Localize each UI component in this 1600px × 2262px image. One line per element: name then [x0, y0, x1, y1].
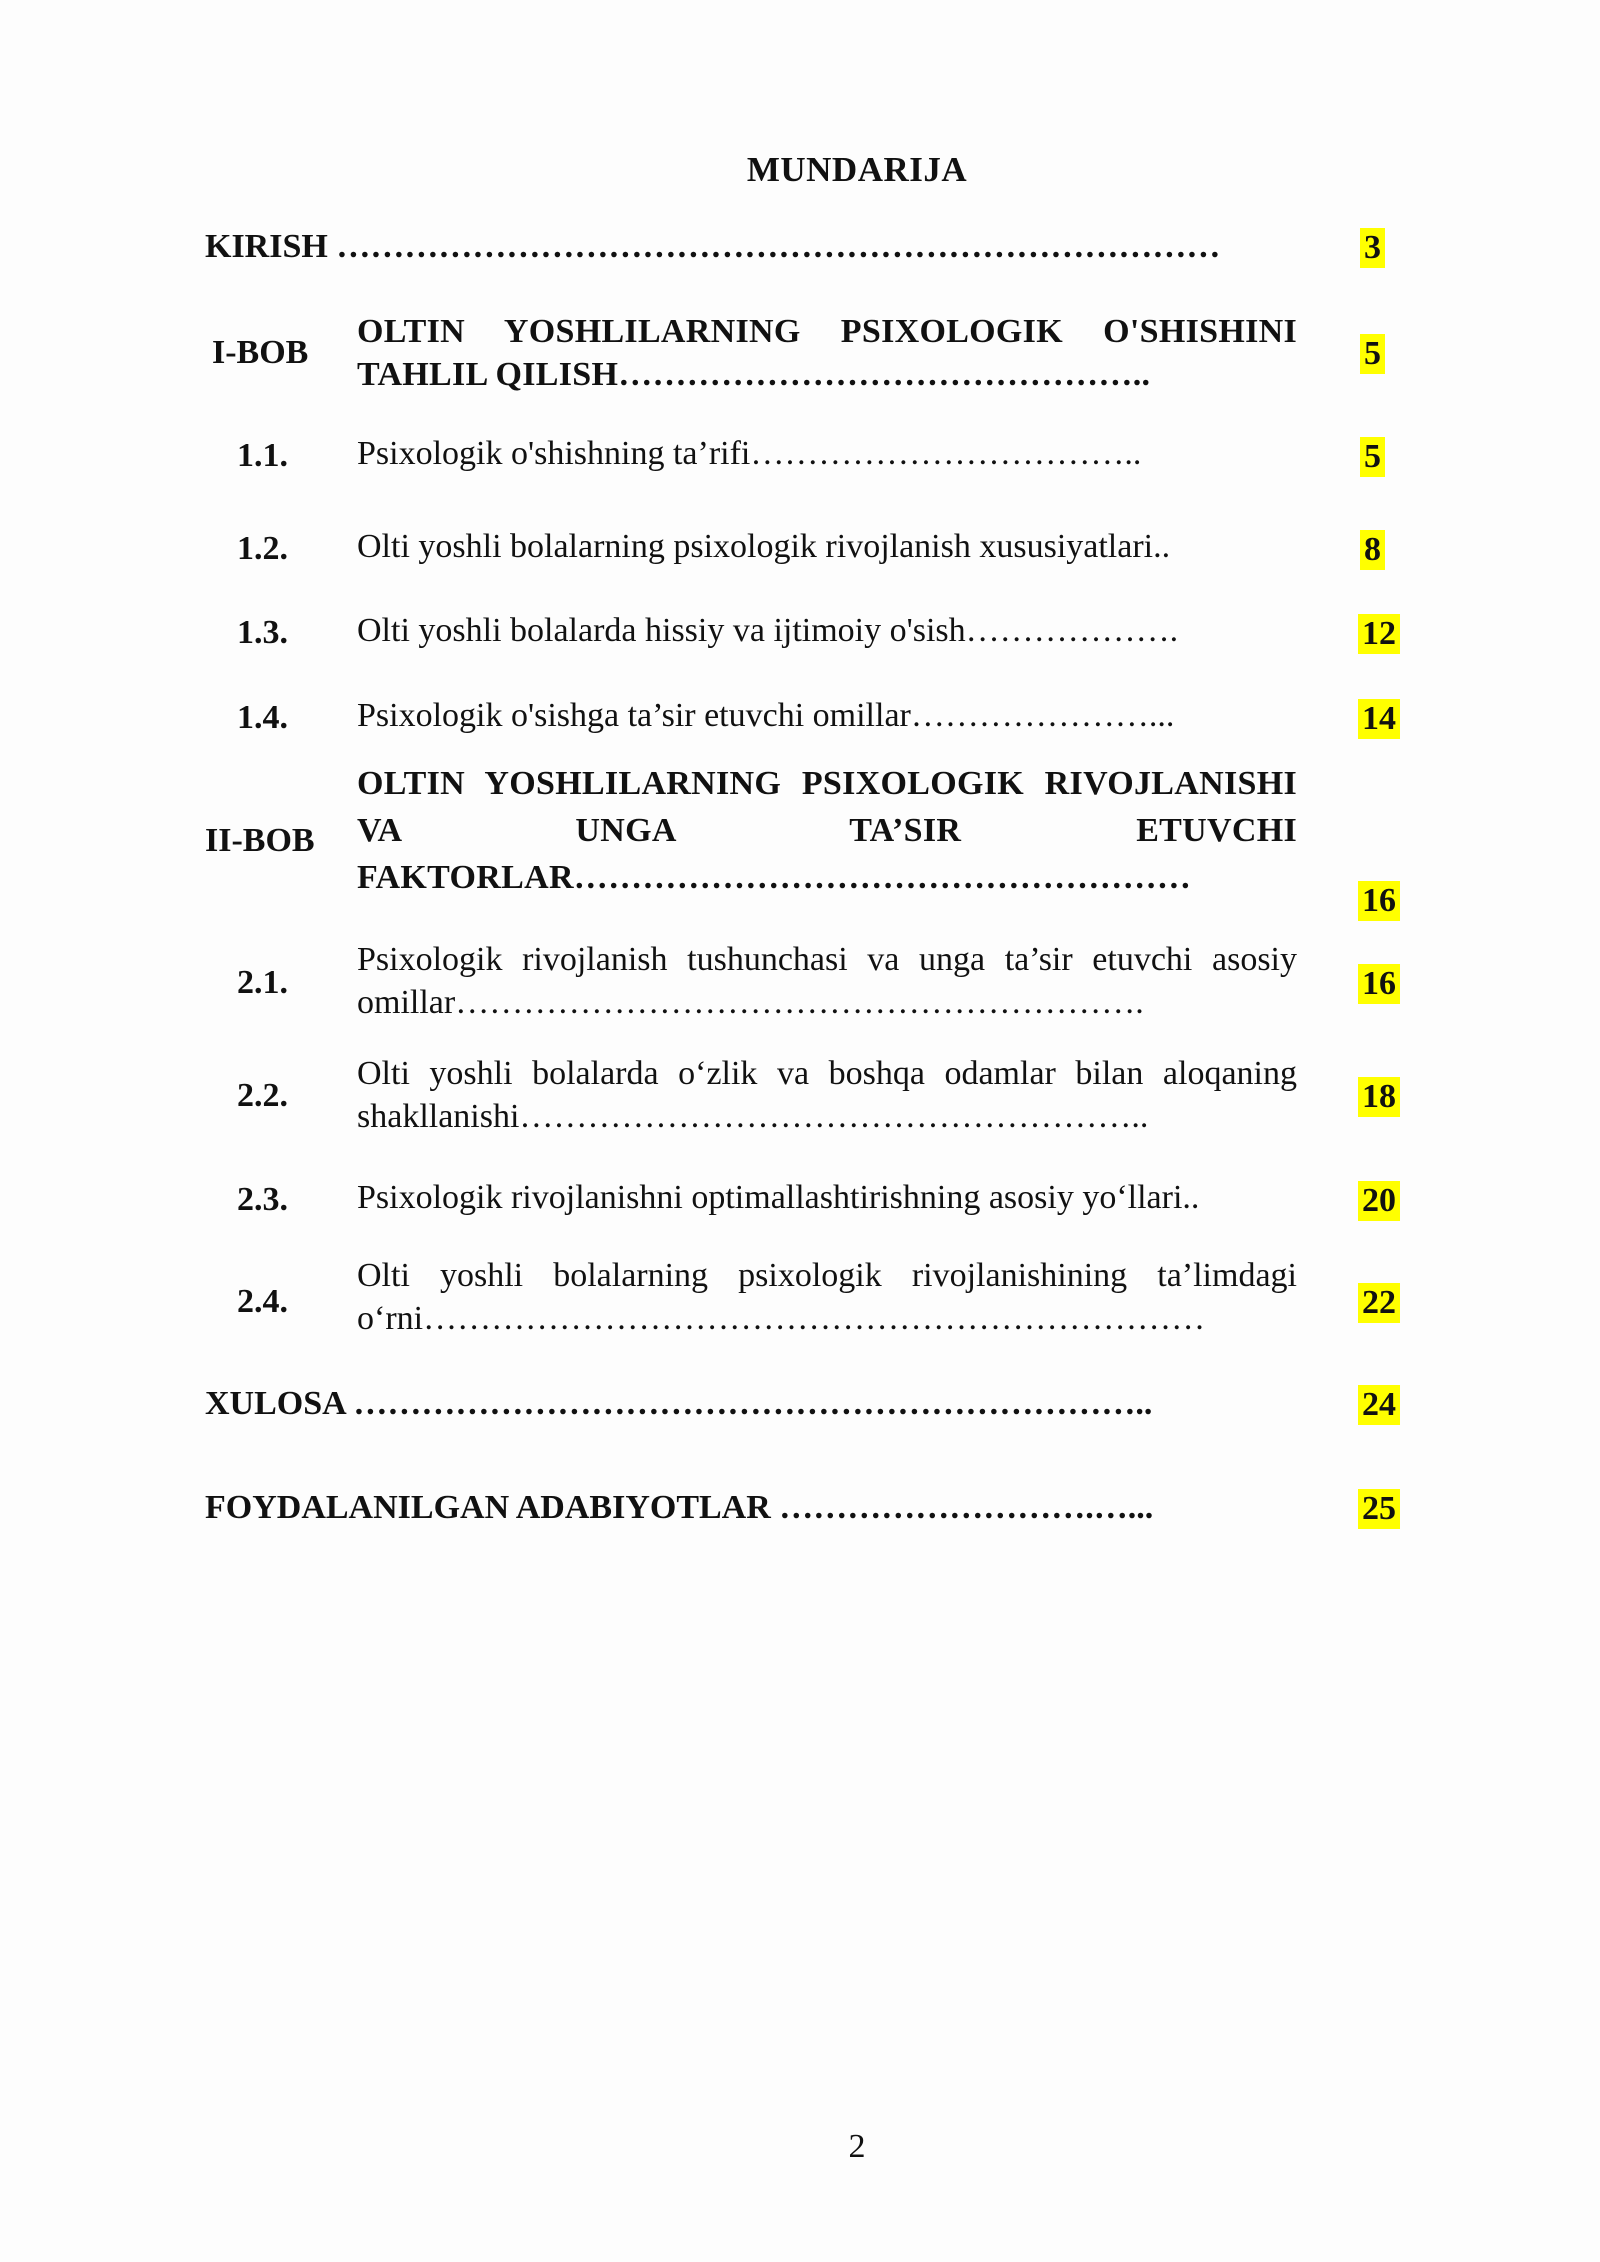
toc-section-number: 1.3.: [237, 614, 288, 651]
toc-section-number: 2.1.: [237, 964, 288, 1001]
toc-entry-conclusion: XULOSA ……………………………………………………………..: [205, 1385, 1153, 1422]
toc-section-title: Psixologik o'shishning ta’rifi……………………………..: [357, 435, 1142, 472]
toc-page-number: 16: [1358, 881, 1400, 921]
toc-page-number: 3: [1360, 228, 1385, 268]
toc-page-number: 12: [1358, 614, 1400, 654]
toc-chapter-title: OLTIN YOSHLILARNING PSIXOLOGIK O'SHISHINI TAHLIL QILISH………………………………………..: [357, 313, 1297, 393]
toc-section-number: 1.1.: [237, 437, 288, 474]
toc-section-number: 1.2.: [237, 530, 288, 567]
toc-section-title: Psixologik rivojlanishni optimallashtirishning asosiy yo‘llari..: [357, 1179, 1200, 1216]
toc-page-number: 25: [1358, 1489, 1400, 1529]
toc-page-number: 5: [1360, 437, 1385, 477]
toc-page-number: 18: [1358, 1077, 1400, 1117]
page-number-footer: 2: [848, 2128, 866, 2165]
toc-section-number: 1.4.: [237, 699, 288, 736]
toc-entry-references: FOYDALANILGAN ADABIYOTLAR ……………………….…...: [205, 1489, 1154, 1526]
toc-page-number: 8: [1360, 530, 1385, 570]
toc-section-title: Olti yoshli bolalarda o‘zlik va boshqa odamlar bilan aloqaning shakllanishi………………………………………………..: [357, 1055, 1297, 1135]
toc-page-number: 14: [1358, 699, 1400, 739]
toc-section-title: Olti yoshli bolalarda hissiy va ijtimoiy o'sish……………….: [357, 612, 1179, 649]
toc-chapter-title: OLTIN YOSHLILARNING PSIXOLOGIK RIVOJLANISHI VA UNGA TA’SIR ETUVCHI FAKTORLAR………………………………………………: [357, 765, 1297, 896]
toc-page-number: 24: [1358, 1385, 1400, 1425]
toc-page-number: 22: [1358, 1283, 1400, 1323]
toc-section-title: Olti yoshli bolalarning psixologik rivojlanish xususiyatlari..: [357, 528, 1171, 565]
toc-section-title: Psixologik rivojlanish tushunchasi va unga ta’sir etuvchi asosiy omillar…………………………………………………….: [357, 941, 1297, 1021]
toc-chapter-number: I-BOB: [212, 334, 309, 371]
toc-section-title: Olti yoshli bolalarning psixologik rivojlanishining ta’limdagi o‘rni……………………………………………………………: [357, 1257, 1297, 1337]
toc-page-number: 16: [1358, 964, 1400, 1004]
toc-entry-introduction: KIRISH ……………………………………………………………………: [205, 228, 1221, 265]
toc-page-number: 20: [1358, 1181, 1400, 1221]
toc-chapter-number: II-BOB: [205, 822, 315, 859]
toc-section-title: Psixologik o'sishga ta’sir etuvchi omillar…………………...: [357, 697, 1175, 734]
toc-section-number: 2.2.: [237, 1077, 288, 1114]
toc-section-number: 2.4.: [237, 1283, 288, 1320]
toc-page-number: 5: [1360, 334, 1385, 374]
toc-title: MUNDARIJA: [746, 150, 968, 189]
toc-section-number: 2.3.: [237, 1181, 288, 1218]
